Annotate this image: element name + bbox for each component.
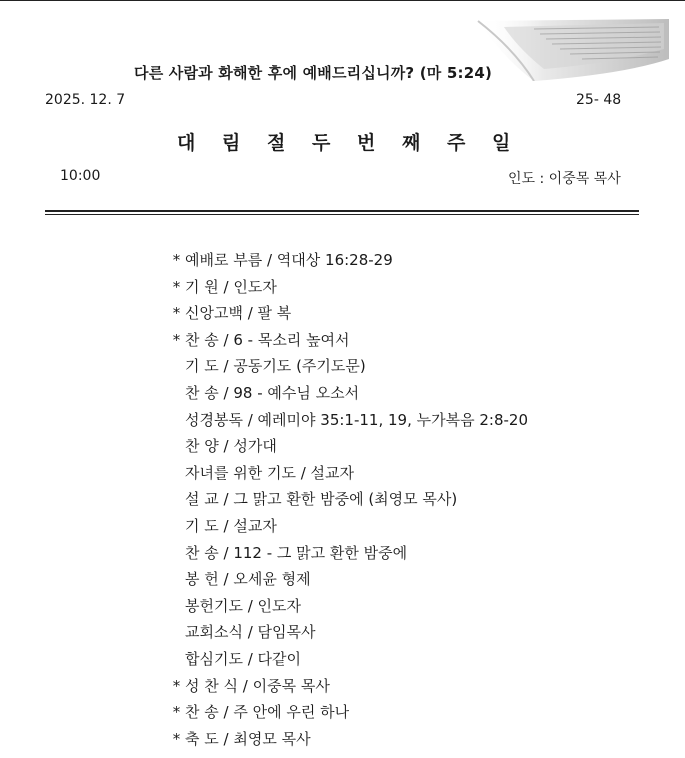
item-text: 찬 송 / 112 - 그 맑고 환한 밤중에: [185, 543, 408, 562]
item-text: 성경봉독 / 예레미야 35:1-11, 19, 누가복음 2:8-20: [185, 410, 528, 429]
list-item: [168, 514, 528, 541]
list-item: [168, 647, 528, 674]
item-text: 축 도 / 최영모 목사: [185, 729, 311, 748]
service-title-char: 대: [177, 132, 196, 154]
issue-number: 25- 48: [576, 92, 622, 108]
standing-mark: [168, 461, 185, 488]
scripture-verse: 다른 사람과 화해한 후에 예배드리십니까? (마 5:24): [134, 64, 493, 82]
standing-mark: [168, 408, 185, 435]
standing-mark: [168, 541, 185, 568]
item-text: 찬 송 / 98 - 예수님 오소서: [185, 383, 360, 402]
list-item: [168, 727, 528, 754]
standing-mark: [168, 434, 185, 461]
service-title-char: 째: [402, 132, 421, 154]
standing-mark: *: [172, 304, 181, 323]
standing-mark: [168, 567, 185, 594]
item-text: 봉 헌 / 오세윤 형제: [185, 570, 311, 589]
divider-thin: [45, 214, 639, 215]
service-title-char: 림: [222, 132, 241, 154]
newspaper-decoration-image: [474, 19, 669, 81]
service-time: 10:00: [60, 168, 101, 184]
list-item: [168, 674, 528, 701]
list-item: [168, 275, 528, 302]
list-item: [168, 301, 528, 328]
list-item: [168, 381, 528, 408]
item-text: 합심기도 / 다같이: [185, 649, 302, 668]
item-text: 기 도 / 공동기도 (주기도문): [185, 357, 366, 376]
standing-mark: [168, 620, 185, 647]
list-item: [168, 408, 528, 435]
divider-thick: [45, 210, 639, 212]
item-text: 설 교 / 그 맑고 환한 밤중에 (최영모 목사): [185, 490, 458, 509]
standing-mark: [168, 354, 185, 381]
standing-mark: [168, 487, 185, 514]
list-item: [168, 461, 528, 488]
standing-mark: *: [172, 729, 181, 748]
standing-mark: [168, 381, 185, 408]
service-date: 2025. 12. 7: [45, 92, 126, 108]
item-text: 성 찬 식 / 이중목 목사: [185, 676, 330, 695]
item-text: 찬 양 / 성가대: [185, 437, 277, 456]
item-text: 예배로 부름 / 역대상 16:28-29: [185, 251, 393, 269]
list-item: [168, 354, 528, 381]
item-text: 봉헌기도 / 인도자: [185, 596, 302, 615]
list-item: [168, 487, 528, 514]
list-item: [168, 620, 528, 647]
item-text: 교회소식 / 담임목사: [185, 623, 316, 642]
standing-mark: *: [172, 330, 181, 349]
standing-mark: *: [172, 676, 181, 695]
list-item: [168, 541, 528, 568]
service-title-char: 일: [492, 132, 511, 154]
standing-mark: *: [172, 251, 181, 269]
order-of-worship: [168, 248, 528, 753]
standing-mark: [168, 514, 185, 541]
standing-mark: *: [172, 703, 181, 722]
standing-mark: [168, 594, 185, 621]
service-leader: 인도 : 이중목 목사: [508, 171, 621, 187]
list-item: [168, 434, 528, 461]
item-text: 찬 송 / 주 안에 우린 하나: [185, 703, 350, 722]
service-title-char: 두: [312, 132, 331, 154]
top-border-line: [0, 0, 685, 1]
item-text: 기 원 / 인도자: [185, 277, 277, 296]
list-item: [168, 594, 528, 621]
list-item: [168, 700, 528, 727]
service-title-char: 주: [447, 132, 466, 154]
list-item: [168, 567, 528, 594]
item-text: 자녀를 위한 기도 / 설교자: [185, 463, 355, 482]
list-item: [168, 328, 528, 355]
standing-mark: [168, 647, 185, 674]
list-item: [168, 248, 528, 275]
item-text: 기 도 / 설교자: [185, 516, 277, 535]
service-title-char: 절: [267, 132, 286, 154]
standing-mark: *: [172, 277, 181, 296]
item-text: 신앙고백 / 팔 복: [185, 304, 292, 323]
service-title-char: 번: [357, 132, 376, 154]
item-text: 찬 송 / 6 - 목소리 높여서: [185, 330, 350, 349]
service-title: [177, 128, 537, 155]
